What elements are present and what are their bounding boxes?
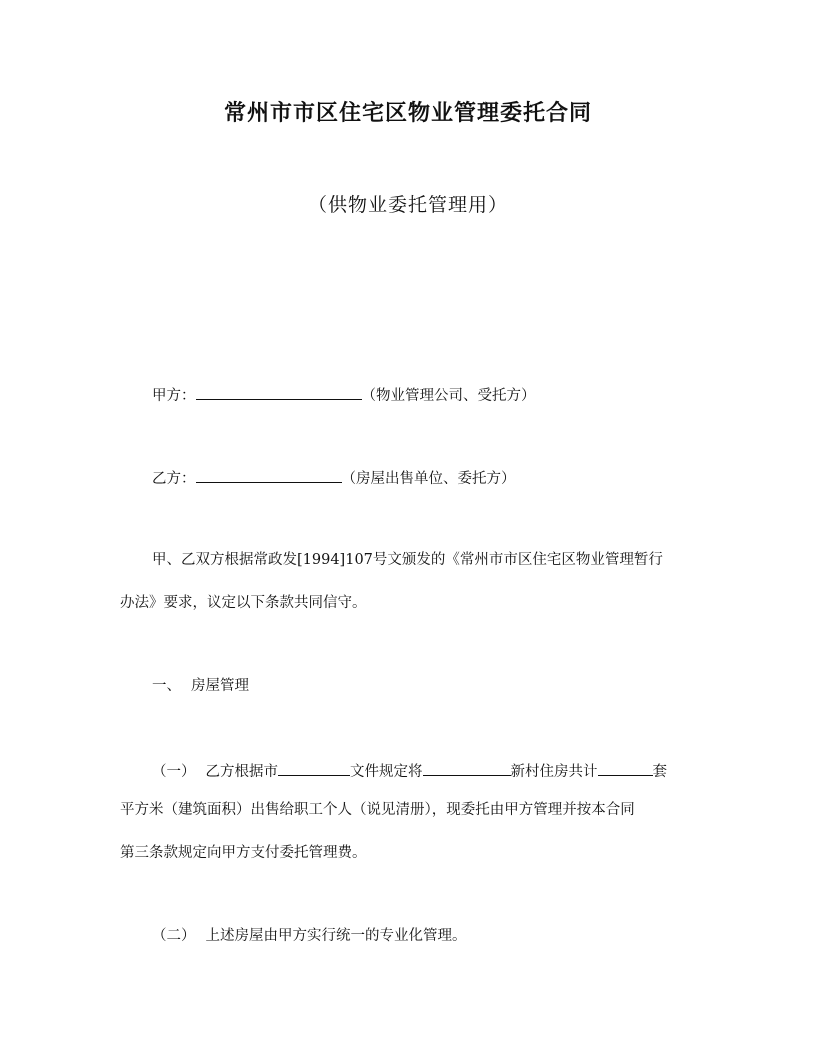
party-a-blank: [196, 384, 362, 400]
party-a-line: [152, 384, 536, 406]
clause-1-line-3: 第三条款规定向甲方支付委托管理费。: [120, 845, 367, 861]
clause-2-text: 上述房屋由甲方实行统一的专业化管理。: [205, 928, 467, 944]
clause-1-text-2: 文件规定将: [350, 764, 423, 780]
party-a-note: （物业管理公司、受托方）: [361, 388, 536, 404]
section-1-number: 一、: [152, 678, 181, 694]
section-1-heading: [152, 676, 249, 696]
section-1-title: 房屋管理: [191, 678, 249, 694]
party-b-blank: [196, 467, 342, 483]
preamble-line-1: 甲、乙双方根据常政发[1994]107号文颁发的《常州市市区住宅区物业管理暂行: [152, 552, 663, 568]
clause-1-text-4: 套: [652, 764, 667, 780]
preamble-line-2: 办法》要求，议定以下条款共同信守。: [120, 595, 367, 611]
clause-1-text-1: 乙方根据市: [205, 764, 278, 780]
party-a-label: 甲方：: [152, 388, 196, 404]
document-subtitle: （供物业委托管理用）: [307, 194, 508, 216]
clause-1-line-1: [152, 760, 667, 782]
party-b-note: （房屋出售单位、委托方）: [341, 471, 516, 487]
clause-2-line: [152, 926, 467, 946]
party-b-label: 乙方：: [152, 471, 196, 487]
clause-1-text-3: 新村住房共计: [510, 764, 598, 780]
clause-2-number: （二）: [152, 928, 196, 944]
document-title: 常州市市区住宅区物业管理委托合同: [223, 101, 592, 126]
clause-1-line-2: 平方米（建筑面积）出售给职工个人（说见清册），现委托由甲方管理并按本合同: [120, 802, 635, 818]
city-document-blank: [278, 760, 350, 776]
unit-count-blank: [598, 760, 653, 776]
party-b-line: [152, 467, 516, 489]
clause-1-number: （一）: [152, 764, 196, 780]
estate-name-blank: [423, 760, 511, 776]
